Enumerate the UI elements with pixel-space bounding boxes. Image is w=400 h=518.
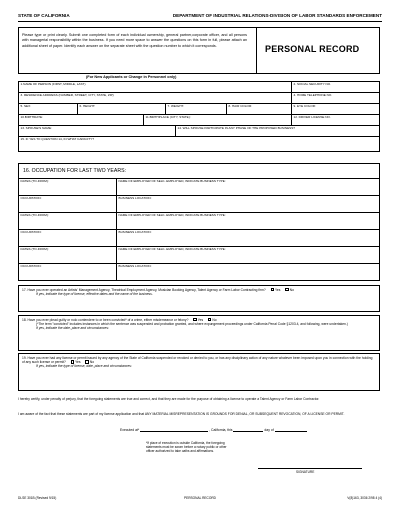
occupation-row [19,213,379,230]
occupation-row [19,264,379,281]
certification-paragraph: I hereby certify, under penalty of perjury, that the foregoing statements are true and correct, and that they are made for the purpose of obtaining a license to operate a Talent Agency or Farm Labor Contractor. [18,397,320,401]
spouse-name-field[interactable]: 13. SPOUSE'S NAME: [20,126,52,131]
dates-field[interactable]: DATES (TO-FROM): [20,179,49,184]
home-phone-field[interactable]: 4. HOME TELEPHONE NO. [291,93,379,103]
q18-no-checkbox[interactable] [208,318,211,321]
q19-yes-checkbox[interactable] [71,360,74,363]
occupation-row [19,230,379,247]
grid-row [19,82,379,93]
execution-place-field[interactable] [140,429,208,432]
execution-day-field[interactable] [233,429,263,432]
california-label: , California, this [209,428,233,432]
q19-no-checkbox[interactable] [85,360,88,363]
question-18-text: 18. Have you ever plead guilty or nolo contendere to or been convicted* of a crime, either misdemeanor or felony? [22,318,189,322]
question-17 [18,285,380,312]
dates-field[interactable]: DATES (TO-FROM): [20,213,49,218]
question-19-text: 19. Have you ever had any license or permit issued by any agency of the State of California suspended or revoked or denied to you, or has any disciplinary action of any nature whatever been imposed upon you in connection with the holding of any such license or permit? [22,356,373,365]
occupation-row [19,179,379,196]
occupation-field[interactable]: OCCUPATION: [20,230,42,235]
height-field[interactable]: 6. HEIGHT: [77,104,165,114]
grid-row [19,93,379,104]
question-17-note: If yes, indicate the type of license, effective dates and the name of the business. [36,292,153,297]
question-18-definition: (*The term "convicted" includes instances in which the sentence was suspended and probation granted, and where expungement proceedings under California Penal Code §1203.4, and following, were undertaken.) [36,322,348,327]
grid-row [19,115,379,126]
q17-yes-checkbox[interactable] [271,288,274,291]
driver-license-field[interactable]: 12. DRIVER LICENSE NO. [291,115,379,125]
birthplace-field[interactable]: 11.BIRTHPLACE (CITY, STATE): [143,115,291,125]
q18-yes-label: Yes [197,318,204,322]
execution-line [120,428,307,432]
signature-field[interactable] [258,468,362,469]
department-heading: DEPARTMENT OF INDUSTRIAL RELATIONS-DIVISION OF LABOR STANDARDS ENFORCEMENT [172,13,382,18]
hair-color-field[interactable]: 8. HAIR COLOR: [226,104,291,114]
form-subtitle: (For New Applicants or Change in Personnel only) [86,75,177,79]
header-divider [18,21,382,22]
signature-label: SIGNATURE [296,470,315,474]
executed-at-label: Executed at* [120,428,140,432]
birthdate-field[interactable]: 10.BIRTHDATE: [20,115,43,120]
day-of-label: day of [264,428,274,432]
q17-yes-label: Yes [275,288,281,292]
employer-field[interactable]: NAME OF EMPLOYER OF SELF- EMPLOYED, INDICATE BUSINESS TYPE: [116,247,379,263]
form-title: PERSONAL RECORD [265,44,360,54]
occupation-field[interactable]: OCCUPATION: [20,264,42,269]
occupation-row [19,196,379,213]
q17-no-checkbox[interactable] [285,288,288,291]
question-18-note: If yes, indicate the date, place and circumstances: [36,326,109,331]
employer-field[interactable]: NAME OF EMPLOYER OF SELF- EMPLOYED, INDICATE BUSINESS TYPE: [116,179,379,195]
question-19-note: If yes, indicate the type of license, date, place and circumstances: [36,364,132,369]
dates-field[interactable]: DATES (TO-FROM): [20,247,49,252]
occupation-row [19,247,379,264]
notary-note: *If place of execution is outside California, the foregoing statements must be sworn before a notary public or other officer authorized to take oaths and affirmations. [146,441,227,454]
question-19 [18,353,380,391]
address-field[interactable]: 3. RESIDENCE ADDRESS (NUMBER, STREET, CITY, STATE, ZIP) [20,93,114,98]
weight-field[interactable]: 7. WEIGHT: [165,104,226,114]
q19-yes-label: Yes [75,360,81,365]
q17-no-label: No [289,288,294,292]
full-name-field[interactable]: 1.NAME OF PERSON (FIRST, MIDDLE, LAST) [20,82,86,87]
q18-no-label: No [212,318,217,322]
title-divider [256,28,257,73]
q18-yes-checkbox[interactable] [193,318,196,321]
business-location-field[interactable]: BUSINESS LOCATION: [116,264,379,280]
eye-color-field[interactable]: 9. EYE COLOR: [291,104,379,114]
instructions-box [18,27,380,74]
ssn-field[interactable]: 2. SOCIAL SECURITY NO. [291,82,379,92]
employer-field[interactable]: NAME OF EMPLOYER OF SELF- EMPLOYED, INDICATE BUSINESS TYPE: [116,213,379,229]
question-17-text: 17. Have you ever operated an Artists' Management Agency, Theatrical Employment Agency, Musician Booking Agency, Talent Agency or Farm Labor Contracting firm? [22,288,266,292]
occupation-heading: 16. OCCUPATION FOR LAST TWO YEARS: [23,168,127,174]
occupation-heading-box [18,163,380,178]
business-location-field[interactable]: BUSINESS LOCATION: [116,196,379,212]
grid-row [19,104,379,115]
footer-title: PERSONAL RECORD [184,496,216,500]
grid-row [19,137,379,152]
state-heading: STATE OF CALIFORNIA [18,13,70,18]
personal-info-grid [18,81,380,152]
footer-code: V(8)163, 3036 2/98 4 (4) [347,496,382,500]
q19-no-label: No [89,360,95,365]
grid-row [19,126,379,137]
occupation-grid [18,178,380,281]
question-18 [18,315,380,351]
spouse-capacity-field[interactable]: 15. IF YES TO QUESTION 14, IN WHAT CAPACITY? [20,137,95,142]
sex-field[interactable]: 5. SEX: [20,104,31,109]
misrepresentation-paragraph: I am aware of the fact that these statements are part of my license application and that ANY MATERIAL MISREPRESENTATION IS GROUNDS FOR DENIAL, OR SUBSEQUENT REVOCATION, OF A LICENSE OR PERMIT. [18,412,345,416]
instructions-text: Please type or print clearly. Submit one completed form of each individual ownership, general partner,corporate officer, and all persons with managerial responsibility within the business. If you need more space to answer the questions on this form in full, please attach an additional sheet of paper. Identify each answer on the separate sheet with the question number to which it corresponds. [22,33,247,48]
occupation-field[interactable]: OCCUPATION: [20,196,42,201]
spouse-participation-field[interactable]: 14. WILL SPOUSE PARTICIPATE IN ANY PHASE OF THE PROPOSED BUSINESS? [175,126,379,136]
execution-month-field[interactable] [275,429,307,432]
business-location-field[interactable]: BUSINESS LOCATION: [116,230,379,246]
footer-form-number: DLSE 301B (Revised 9/15) [18,496,57,500]
